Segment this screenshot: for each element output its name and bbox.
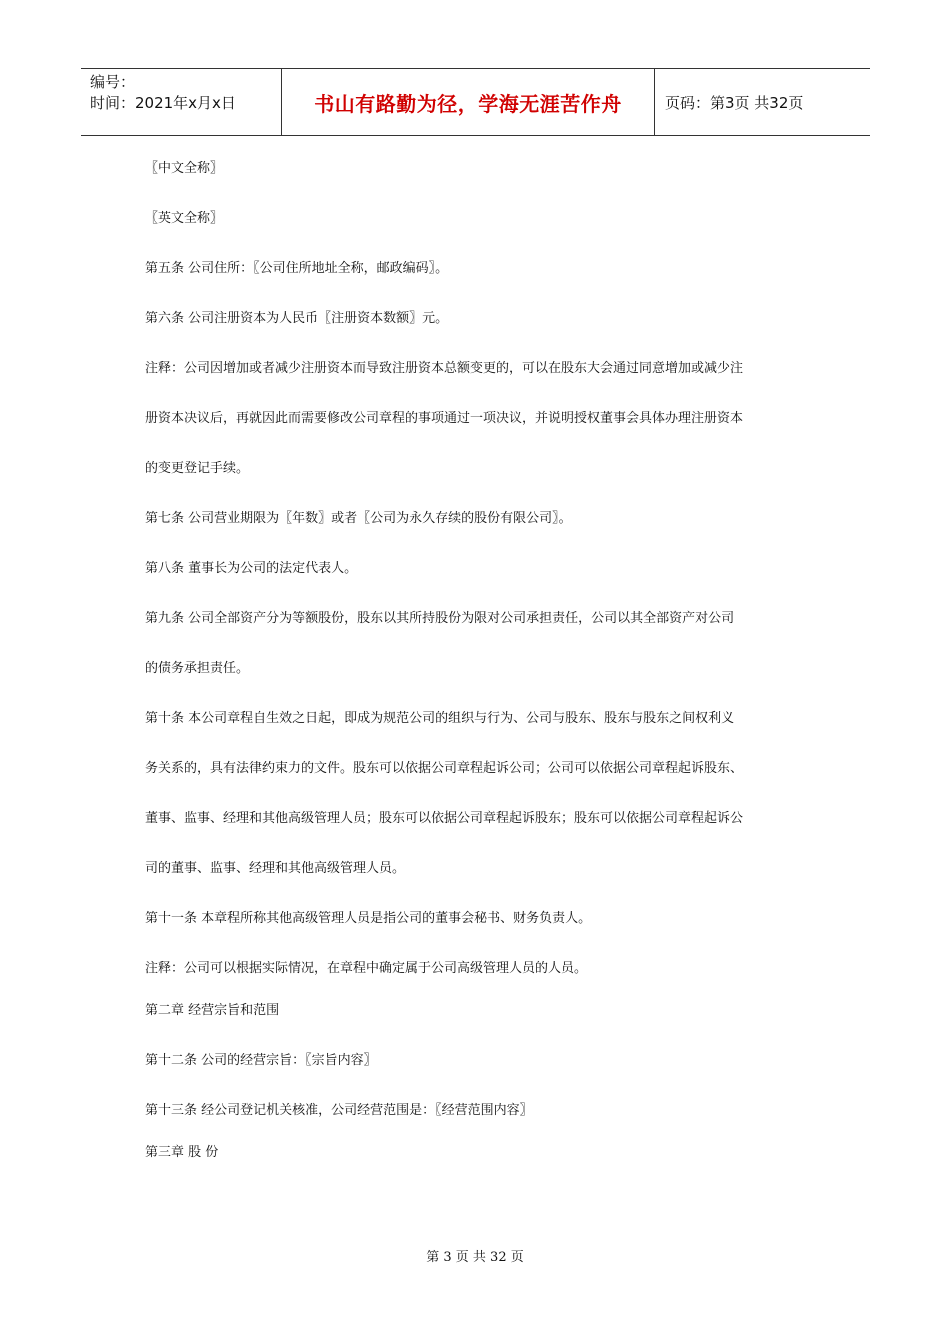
text-line: 第十二条 公司的经营宗旨：〖宗旨内容〗 <box>145 1053 377 1068</box>
header-page-info: 页码：第3页 共32页 <box>665 93 804 112</box>
header-motto: 书山有路勤为径，学海无涯苦作舟 <box>314 91 622 116</box>
text-line: 的变更登记手续。 <box>145 461 250 476</box>
document-date: 时间：2021年x月x日 <box>90 94 236 112</box>
text-line: 的债务承担责任。 <box>145 661 250 676</box>
page-footer <box>0 1246 950 1265</box>
text-line: 〖中文全称〗 <box>145 161 224 176</box>
text-line: 第七条 公司营业期限为〖年数〗或者〖公司为永久存续的股份有限公司〗。 <box>145 511 572 526</box>
text-line: 第十三条 经公司登记机关核准，公司经营范围是：〖经营范围内容〗 <box>145 1103 533 1118</box>
text-line: 董事、监事、经理和其他高级管理人员；股东可以依据公司章程起诉股东；股东可以依据公司章程起诉公 <box>145 811 744 826</box>
document-number-label: 编号： <box>90 73 136 91</box>
text-line: 第八条 董事长为公司的法定代表人。 <box>145 561 358 576</box>
header-motto-cell <box>282 69 655 135</box>
text-line: 第十条 本公司章程自生效之日起，即成为规范公司的组织与行为、公司与股东、股东与股东之间权利义 <box>145 711 735 726</box>
chapter-heading: 第二章 经营宗旨和范围 <box>145 1003 280 1018</box>
page-header <box>81 68 870 136</box>
text-line: 务关系的，具有法律约束力的文件。股东可以依据公司章程起诉公司；公司可以依据公司章程起诉股东、 <box>145 761 744 776</box>
text-line: 第十一条 本章程所称其他高级管理人员是指公司的董事会秘书、财务负责人。 <box>145 911 592 926</box>
chapter-heading: 第三章 股 份 <box>145 1145 219 1160</box>
text-line: 册资本决议后，再就因此而需要修改公司章程的事项通过一项决议，并说明授权董事会具体办理注册资本 <box>145 411 744 426</box>
text-line: 第九条 公司全部资产分为等额股份，股东以其所持股份为限对公司承担责任，公司以其全部资产对公司 <box>145 611 735 626</box>
footer-page-number: 第 3 页 共 32 页 <box>426 1250 524 1265</box>
header-page-cell <box>655 69 870 135</box>
text-line: 司的董事、监事、经理和其他高级管理人员。 <box>145 861 406 876</box>
text-line: 〖英文全称〗 <box>145 211 224 226</box>
text-line: 第六条 公司注册资本为人民币〖注册资本数额〗元。 <box>145 311 449 326</box>
text-line: 第五条 公司住所：〖公司住所地址全称，邮政编码〗。 <box>145 261 449 276</box>
text-line: 注释：公司可以根据实际情况，在章程中确定属于公司高级管理人员的人员。 <box>145 961 588 976</box>
header-meta-cell <box>81 69 282 135</box>
text-line: 注释：公司因增加或者减少注册资本而导致注册资本总额变更的，可以在股东大会通过同意增加或减少注 <box>145 361 744 376</box>
